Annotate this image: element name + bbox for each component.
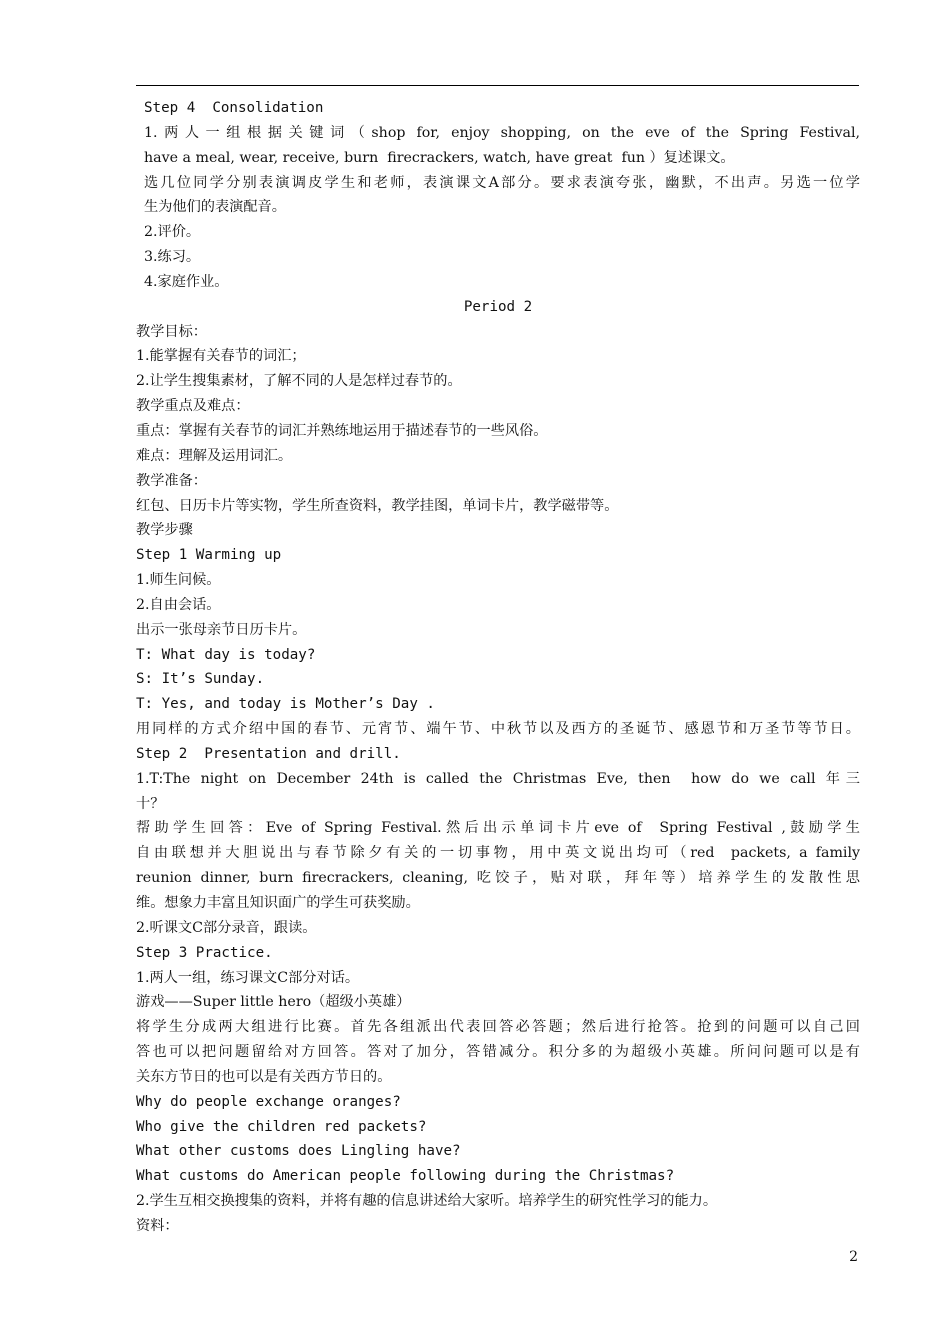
paragraph-line: 重点：掌握有关春节的词汇并熟练地运用于描述春节的一些风俗。 bbox=[136, 422, 548, 439]
paragraph-line: 游戏——Super little hero（超级小英雄） bbox=[136, 994, 411, 1011]
period-heading: Period 2 bbox=[463, 298, 533, 315]
list-item: 2.学生互相交换搜集的资料，并将有趣的信息讲述给大家听。培养学生的研究性学习的能力。 bbox=[136, 1193, 718, 1210]
paragraph-line: 十？ bbox=[136, 795, 165, 812]
section-heading: 教学准备： bbox=[136, 472, 207, 489]
dialogue-line: T: Yes, and today is Mother’s Day . bbox=[136, 696, 435, 713]
list-item: 1.能掌握有关春节的词汇； bbox=[136, 348, 306, 365]
list-item: 2.让学生搜集素材，了解不同的人是怎样过春节的。 bbox=[136, 373, 462, 390]
paragraph-line: 自由联想并大胆说出与春节除夕有关的一切事物，用中英文说出均可（red packets, a family bbox=[136, 845, 860, 862]
step-4-heading: Step 4 Consolidation bbox=[144, 100, 324, 116]
list-item: 2.自由会话。 bbox=[136, 596, 221, 613]
paragraph-line: 答也可以把问题留给对方回答。答对了加分，答错减分。积分多的为超级小英雄。所问问题可以是有 bbox=[136, 1044, 860, 1061]
step-3-heading: Step 3 Practice. bbox=[136, 944, 273, 961]
list-item: 1.两人一组，练习课文C部分对话。 bbox=[136, 969, 360, 986]
paragraph-line: have a meal, wear, receive, burn firecrackers, watch, have great fun ）复述课文。 bbox=[144, 149, 735, 166]
section-heading: 教学重点及难点： bbox=[136, 398, 250, 415]
question-line: Why do people exchange oranges? bbox=[136, 1093, 401, 1110]
paragraph-line: 红包、日历卡片等实物，学生所查资料，教学挂图，单词卡片，教学磁带等。 bbox=[136, 497, 619, 514]
paragraph-line: 关东方节日的也可以是有关西方节日的。 bbox=[136, 1068, 392, 1085]
paragraph-line: 1.T:The night on December 24th is called the Christmas Eve, then how do we call 年三 bbox=[136, 770, 860, 787]
header-rule bbox=[136, 85, 859, 86]
list-item: 1.师生问候。 bbox=[136, 572, 221, 589]
paragraph-line: 帮助学生回答：Eve of Spring Festival.然后出示单词卡片eve of Spring Festival ,鼓励学生 bbox=[136, 820, 860, 837]
dialogue-line: S: It’s Sunday. bbox=[136, 671, 265, 688]
paragraph-line: 维。想象力丰富且知识面广的学生可获奖励。 bbox=[136, 895, 420, 911]
list-item: 4.家庭作业。 bbox=[144, 273, 229, 290]
paragraph-line: 生为他们的表演配音。 bbox=[144, 199, 286, 216]
section-heading: 教学目标： bbox=[136, 323, 207, 340]
section-heading: 教学步骤 bbox=[136, 522, 193, 539]
step-2-heading: Step 2 Presentation and drill. bbox=[136, 745, 401, 762]
paragraph-line: 出示一张母亲节日历卡片。 bbox=[136, 621, 307, 638]
paragraph-line: 选几位同学分别表演调皮学生和老师，表演课文A部分。要求表演夸张，幽默，不出声。另选一位学 bbox=[144, 174, 860, 191]
paragraph-line: reunion dinner, burn firecrackers, cleaning, 吃饺子，贴对联，拜年等）培养学生的发散性思 bbox=[136, 870, 860, 887]
paragraph-line: 用同样的方式介绍中国的春节、元宵节、端午节、中秋节以及西方的圣诞节、感恩节和万圣节等节日。 bbox=[136, 721, 860, 738]
paragraph-line: 资料： bbox=[136, 1217, 179, 1234]
document-body bbox=[136, 96, 860, 1239]
paragraph-line: 1.两人一组根据关键词（shop for, enjoy shopping, on the eve of the Spring Festival, bbox=[144, 124, 860, 141]
question-line: What customs do American people following during the Christmas? bbox=[136, 1168, 675, 1185]
paragraph-line: 将学生分成两大组进行比赛。首先各组派出代表回答必答题；然后进行抢答。抢到的问题可以自己回 bbox=[136, 1019, 860, 1036]
list-item: 3.练习。 bbox=[144, 249, 201, 266]
step-1-heading: Step 1 Warming up bbox=[136, 547, 282, 564]
question-line: What other customs does Lingling have? bbox=[136, 1143, 461, 1160]
question-line: Who give the children red packets? bbox=[136, 1118, 427, 1135]
page-number: 2 bbox=[849, 1249, 858, 1265]
list-item: 2.听课文C部分录音，跟读。 bbox=[136, 919, 317, 936]
paragraph-line: 难点：理解及运用词汇。 bbox=[136, 447, 293, 464]
list-item: 2.评价。 bbox=[144, 224, 201, 241]
dialogue-line: T: What day is today? bbox=[136, 646, 316, 663]
